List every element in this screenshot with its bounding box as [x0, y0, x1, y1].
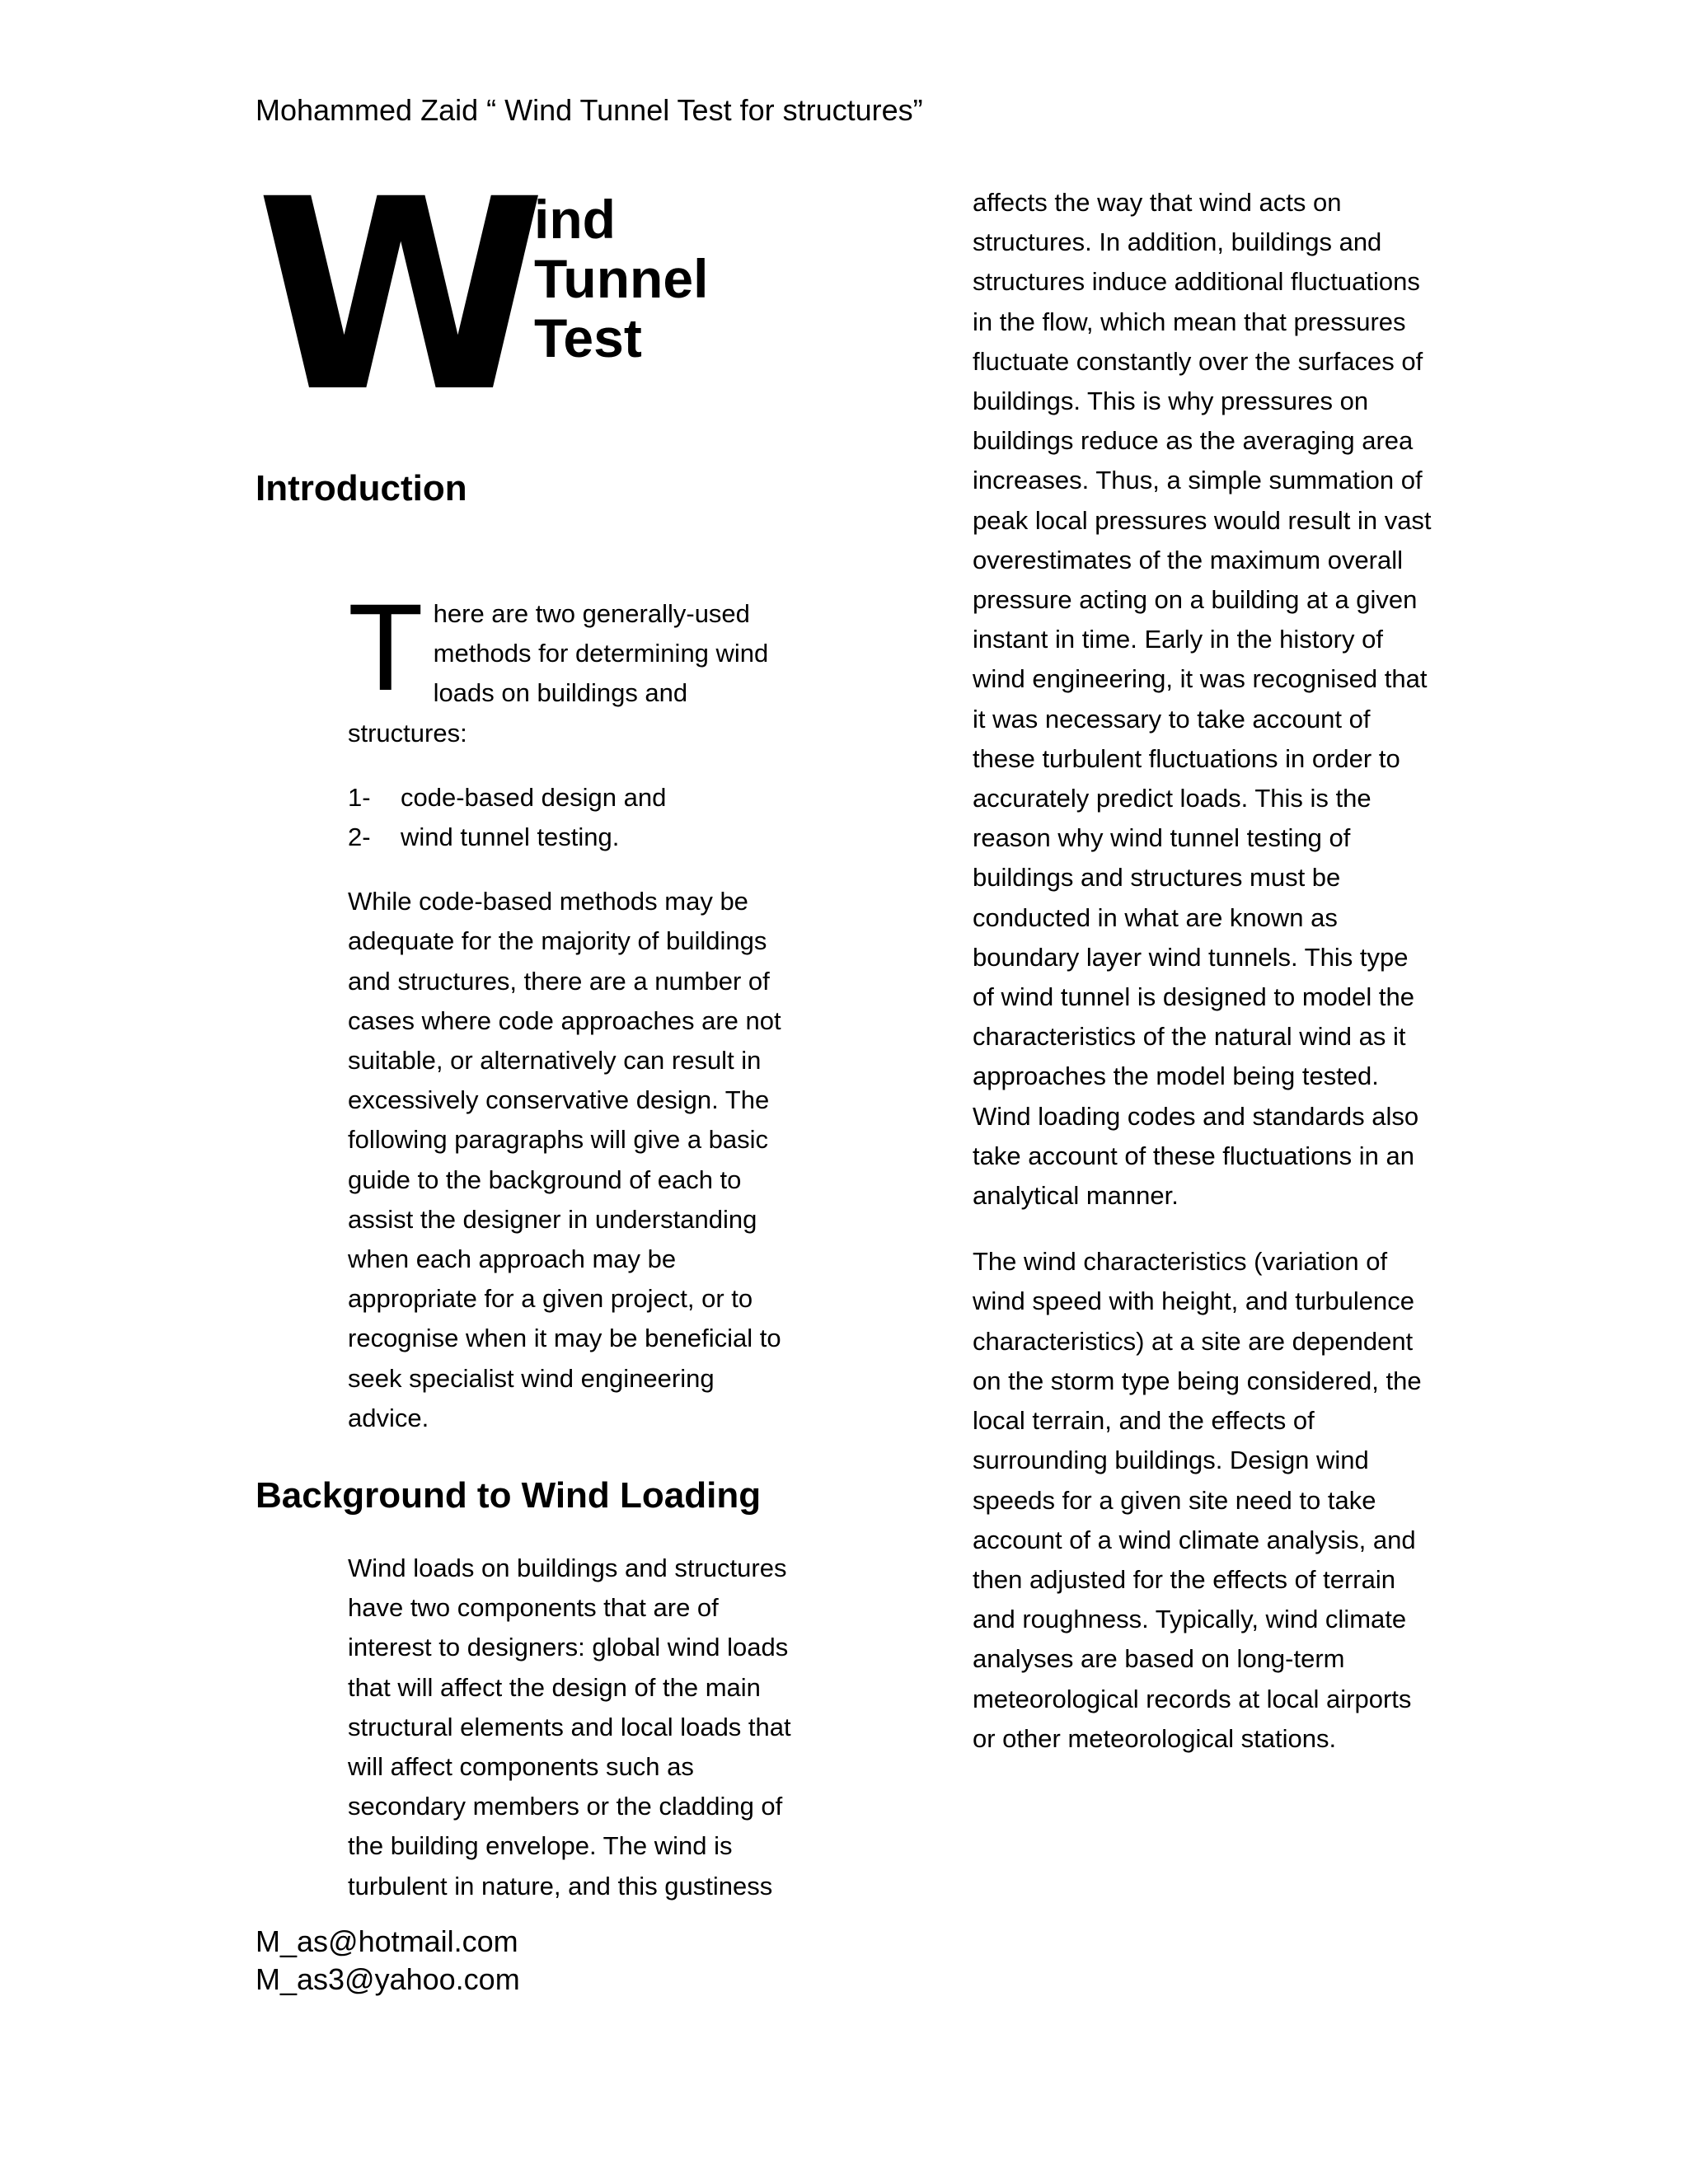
right-column: [973, 183, 1434, 1759]
intro-lead-text: here are two generally-used methods for determining wind loads on buildings and structures:: [348, 599, 769, 748]
list-item-number: 2-: [348, 823, 371, 852]
introduction-lead-paragraph: [348, 578, 799, 753]
contact-footer: [256, 1923, 520, 1999]
title-line-1: ind: [534, 189, 616, 250]
introduction-paragraph: While code-based methods may be adequate for the majority of buildings and structures, there are a number of cases where code approaches are not suitable, or alternatively can result in excessively conservative design. The following paragraphs will give a basic guide to the background of each to assist the designer in understanding when each approach may be appropriate for a given project, or to recognise when it may be beneficial to seek specialist wind engineering advice.: [348, 887, 781, 1432]
left-column: [256, 466, 799, 1906]
background-heading: Background to Wind Loading: [256, 1475, 762, 1516]
right-paragraph-2: The wind characteristics (variation of wind speed with height, and turbulence characteristics) at a site are dependent on the storm type being considered, the local terrain, and the effects of surrounding buildings. Design wind speeds for a given site need to take account of a wind climate analysis, and then adjusted for the effects of terrain and roughness. Typically, wind climate analyses are based on long-term meteorological records at local airports or other meteorological stations.: [973, 1247, 1422, 1753]
email-hotmail: M_as@hotmail.com: [256, 1924, 518, 1958]
background-paragraph: Wind loads on buildings and structures have two components that are of interest to designers: global wind loads that will affect the design of the main structural elements and local loads that will affect components such as secondary members or the cladding of the building envelope. The wind is turbulent in nature, and this gustiness: [348, 1554, 791, 1900]
list-item-text: wind tunnel testing.: [401, 823, 620, 852]
title-drop-letter: W: [256, 143, 535, 450]
list-item: [348, 778, 799, 818]
list-item: [348, 818, 799, 857]
intro-drop-letter: T: [348, 578, 424, 716]
background-body: [348, 1549, 799, 1906]
document-title: [256, 143, 783, 450]
title-line-2: Tunnel: [534, 248, 709, 309]
email-yahoo: M_as3@yahoo.com: [256, 1962, 520, 1996]
list-item-number: 1-: [348, 782, 371, 812]
introduction-body: [348, 578, 799, 1438]
methods-list: [348, 778, 799, 857]
introduction-heading: Introduction: [256, 468, 467, 509]
title-lines: [534, 190, 708, 368]
title-line-3: Test: [534, 307, 642, 368]
right-paragraph-1: affects the way that wind acts on structures. In addition, buildings and structures induce additional fluctuations in the flow, which mean that pressures fluctuate constantly over the surfaces of buildings. This is why pressures on buildings reduce as the averaging area increases. Thus, a simple summation of peak local pressures would result in vast overestimates of the maximum overall pressure acting on a building at a given instant in time. Early in the history of wind engineering, it was recognised that it was necessary to take account of these turbulent fluctuations in order to accurately predict loads. This is the reason why wind tunnel testing of buildings and structures must be conducted in what are known as boundary layer wind tunnels. This type of wind tunnel is designed to model the characteristics of the natural wind as it approaches the model being tested. Wind loading codes and standards also take account of these fluctuations in an analytical manner.: [973, 188, 1432, 1211]
running-header: Mohammed Zaid “ Wind Tunnel Test for structures”: [256, 93, 923, 127]
list-item-text: code-based design and: [401, 782, 667, 812]
